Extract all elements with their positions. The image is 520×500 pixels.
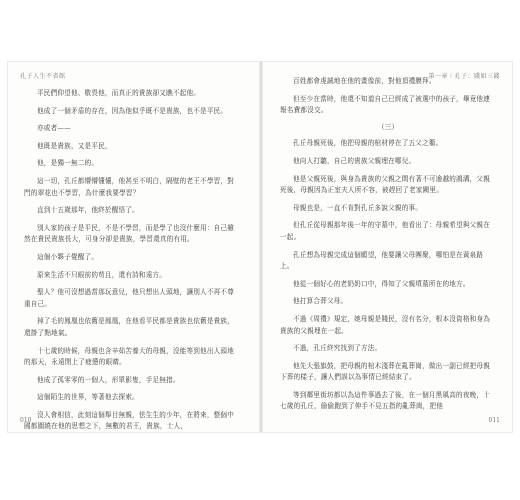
paragraph: 他從一個好心的老奶奶口中，得知了父親墳墓所在的地方。 [293, 279, 470, 288]
paragraph: 他成了孤零零的一個人，形單影隻，手足無措。 [37, 375, 180, 384]
left-running-head: 孔子人生不省館 [20, 73, 66, 80]
right-page [264, 62, 512, 432]
paragraph: 直到十五歲那年，他終於醒悟了。 [37, 206, 139, 215]
paragraph: 等到鄰里街坊都以為這件事過去了後，在一個月黑風高的夜晚，十七歲的孔丘，偷偷跑到了伸手不見五指的亂葬崗，把他 [280, 390, 491, 411]
paragraph: 他打算合葬父母。 [293, 297, 348, 306]
paragraph: 聖人？他可沒想過當那玩意兒，他只想出人頭地，讓別人不再不尊重自己。 [24, 288, 235, 308]
book-spread [8, 62, 512, 432]
paragraph: 他，是獨一無二的。 [37, 159, 99, 168]
book-gutter [259, 62, 263, 432]
paragraph: 但孔丘從母親那年後一年的守墓中，他看出了：母親希望與父親在一起。 [280, 221, 491, 241]
paragraph: 母親也是，一直不肯對孔丘多說父親的事。 [293, 203, 423, 212]
paragraph: 孔丘想為母親完成這個願望，他要讓父母團聚，哪怕是在黃泉路上。 [280, 250, 484, 271]
paragraph: 不過《周禮》規定，她母親是賤民，沒有名分，根本沒資格和身為貴族的父親埋在一起。 [280, 314, 491, 335]
section-heading: （三） [377, 122, 399, 131]
paragraph: 孔丘母親死後，他把母親的棺材停在了五父之衢。 [293, 139, 443, 148]
left-page-text [24, 88, 240, 433]
paragraph: 他是父親死後，與身為貴族的父親之間有著不可逾越的鴻溝，父親死後，母親因為正室夫人所不容，被趕回了老家闕里。 [280, 174, 491, 195]
paragraph: 不過，孔丘終究找到了方法。 [293, 344, 382, 353]
paragraph: 這個陌生的世界，等著他去探索。 [37, 393, 139, 402]
paragraph: 但至少在當時，他還不知道自己已經成了被選中的孩子，畢竟他連報名費都沒交。 [280, 94, 491, 115]
paragraph: 這個小夥子覺醒了。 [37, 252, 99, 261]
paragraph: 他既是貴族，又是平民， [37, 141, 112, 150]
right-running-head: 第一章｜孔子：賤如三錢 [428, 73, 500, 80]
paragraph: 他向人打聽，自己的貴族父親埋在哪兒。 [293, 156, 416, 165]
paragraph: 百姓都會虔誠地在他的畫像前，對他頂禮膜拜。 [293, 77, 436, 85]
paragraph: 掉了毛的鳳凰也依舊是鳳凰，在他看平民都是貴族也依舊是貴族，還掛了點地氣。 [24, 317, 235, 337]
paragraph: 十七歲的時候，母親也含辛茹苦養大的母親，沒能等到他出人頭地的那天，永遠閉上了疲憊的眼睛。 [24, 346, 235, 367]
right-page-number: 011 [488, 417, 500, 424]
left-page-number: 010 [20, 417, 32, 424]
paragraph: 亦或者—— [37, 124, 71, 133]
paragraph: 這一切，孔丘都懵懵懂懂，他甚至不明白，隔壁的老王不學習，對門的翠花也不學習，為什麼我要學習？ [24, 176, 235, 197]
right-page-text [280, 76, 496, 413]
paragraph: 原來生活不只眼前的苟且，還有詩和遠方。 [37, 270, 167, 279]
left-page [8, 62, 256, 432]
paragraph: 別人家的孩子是平民，不是不學習，而是學了也沒什麼用：自己雖然在貴民貴族長大，可身分卻是貴族，學習還真的有用。 [24, 223, 235, 244]
paragraph: 平民們仰望他、敬畏他，而真正的貴族卻又瞧不起他。 [37, 89, 201, 97]
paragraph: 他成了一個矛盾的存在，因為他似乎既不是貴族，也不是平民。 [37, 106, 228, 115]
paragraph: 沒人會相信，此刻這個舉目無親，怯生生的少年，在將來，整個中國都圍繞在他的思想之下，無數的君王，貴族，士人， [24, 410, 235, 431]
paragraph: 他先大張旗鼓，把母親的棺木淺葬在亂葬崗，做出一副已經把母親下葬的樣子，讓人們誤以為事情已經結束了。 [280, 361, 491, 382]
